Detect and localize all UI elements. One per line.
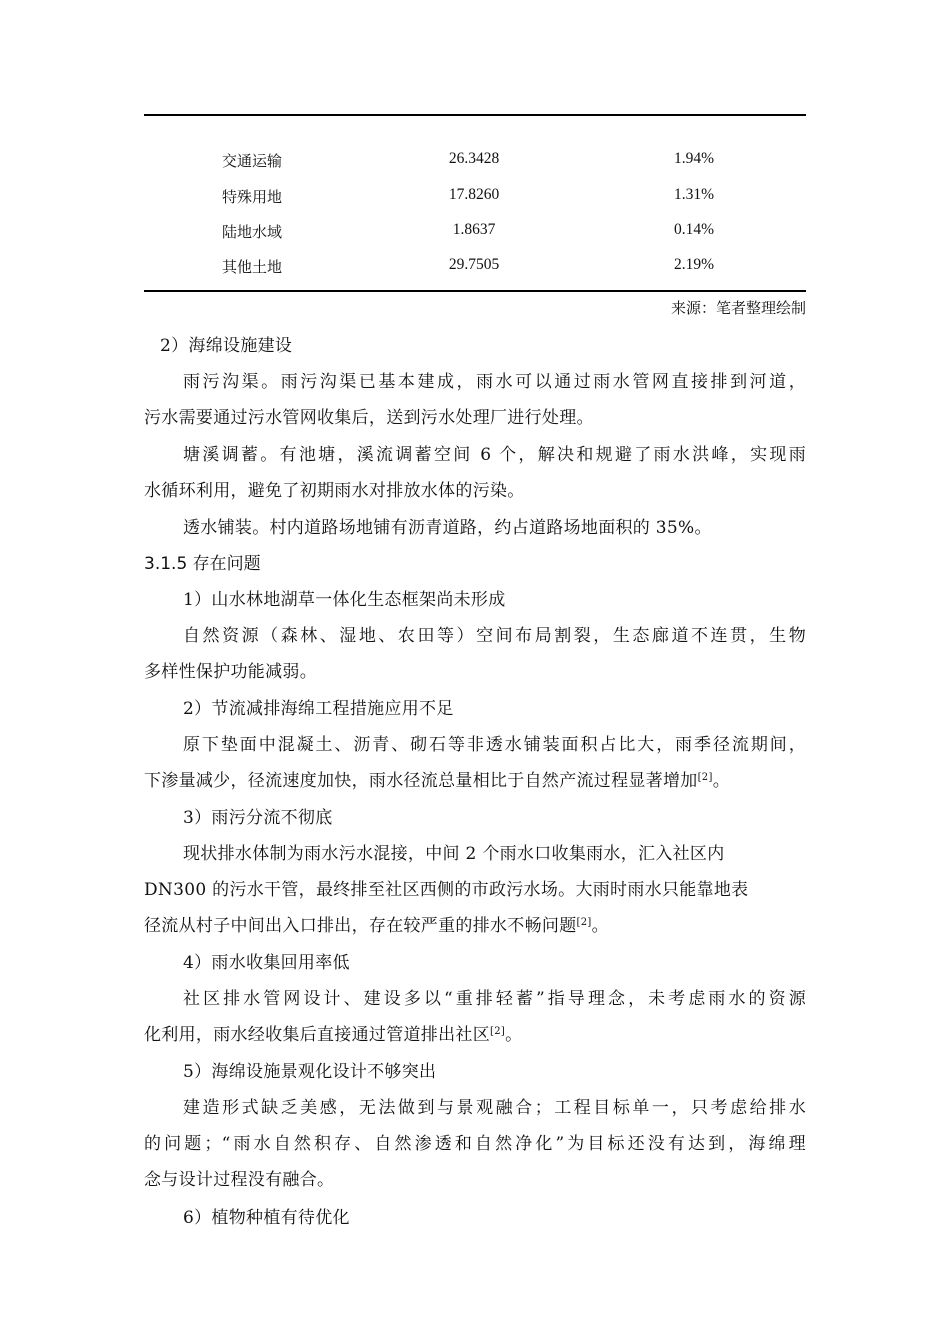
paragraph-line: 社区排水管网设计、建设多以“重排轻蓄”指导理念，未考虑雨水的资源 [183, 989, 806, 1009]
subsection-title: 2）海绵设施建设 [160, 336, 293, 356]
area-cell: 1.8637 [452, 221, 496, 238]
sentence-end: 。 [505, 1025, 523, 1045]
percent-cell: 2.19% [673, 256, 715, 273]
paragraph-line [144, 766, 806, 791]
problem-title: 5）海绵设施景观化设计不够突出 [183, 1062, 437, 1082]
paragraph-line: DN300 的污水干管，最终排至社区西侧的市政污水场。大雨时雨水只能靠地表 [144, 880, 749, 900]
area-cell: 17.8260 [448, 186, 500, 203]
citation-ref: [2] [697, 772, 713, 783]
paragraph-line: 塘溪调蓄。有池塘，溪流调蓄空间 6 个，解决和规避了雨水洪峰，实现雨 [183, 445, 806, 465]
area-cell: 26.3428 [448, 150, 500, 167]
problem-title: 2）节流减排海绵工程措施应用不足 [183, 699, 454, 719]
problem-title: 4）雨水收集回用率低 [183, 953, 350, 973]
section-heading: 3.1.5 存在问题 [144, 554, 261, 574]
percent-cell: 0.14% [673, 221, 715, 238]
table-row [144, 150, 806, 184]
paragraph-line: 透水铺装。村内道路场地铺有沥青道路，约占道路场地面积的 35%。 [183, 518, 712, 538]
paragraph-line: 原下垫面中混凝土、沥青、砌石等非透水铺装面积占比大，雨季径流期间， [183, 735, 806, 755]
problem-title: 3）雨污分流不彻底 [183, 808, 333, 828]
paragraph-line: 水循环利用，避免了初期雨水对排放水体的污染。 [144, 481, 525, 501]
paragraph-text: 下渗量减少，径流速度加快，雨水径流总量相比于自然产流过程显著增加 [144, 771, 698, 791]
sentence-end: 。 [712, 771, 730, 791]
land-type-cell: 陆地水域 [222, 223, 283, 241]
sentence-end: 。 [591, 916, 609, 936]
table-source-note: 来源：笔者整理绘制 [670, 299, 806, 317]
paragraph-line: 污水需要通过污水管网收集后，送到污水处理厂进行处理。 [144, 408, 594, 428]
citation-ref: [2] [576, 917, 592, 928]
paragraph-line: 自然资源（森林、湿地、农田等）空间布局割裂，生态廊道不连贯，生物 [183, 626, 806, 646]
paragraph-line: 雨污沟渠。雨污沟渠已基本建成，雨水可以通过雨水管网直接排到河道， [183, 372, 806, 392]
land-type-cell: 其他土地 [222, 258, 283, 276]
table-row [144, 221, 806, 255]
paragraph-line: 的问题；“雨水自然积存、自然渗透和自然净化”为目标还没有达到，海绵理 [144, 1134, 806, 1154]
paragraph-line: 现状排水体制为雨水污水混接，中间 2 个雨水口收集雨水，汇入社区内 [183, 844, 725, 864]
land-type-cell: 特殊用地 [222, 188, 283, 206]
paragraph-text: 化利用，雨水经收集后直接通过管道排出社区 [144, 1025, 490, 1045]
problem-title: 1）山水林地湖草一体化生态框架尚未形成 [183, 590, 506, 610]
percent-cell: 1.94% [673, 150, 715, 167]
problem-title: 6）植物种植有待优化 [183, 1208, 350, 1228]
percent-cell: 1.31% [673, 186, 715, 203]
area-cell: 29.7505 [448, 256, 500, 273]
table-top-rule [144, 114, 806, 116]
paragraph-line: 多样性保护功能减弱。 [144, 662, 317, 682]
table-row [144, 256, 806, 290]
table-bottom-rule [144, 290, 806, 292]
paragraph-line: 建造形式缺乏美感，无法做到与景观融合；工程目标单一，只考虑给排水 [183, 1098, 806, 1118]
paragraph-text: 径流从村子中间出入口排出，存在较严重的排水不畅问题 [144, 916, 577, 936]
paragraph-line: 念与设计过程没有融合。 [144, 1170, 335, 1190]
land-type-cell: 交通运输 [222, 152, 283, 170]
paragraph-line [144, 1020, 806, 1045]
citation-ref: [2] [490, 1026, 506, 1037]
paragraph-line [144, 911, 806, 936]
table-row [144, 186, 806, 220]
